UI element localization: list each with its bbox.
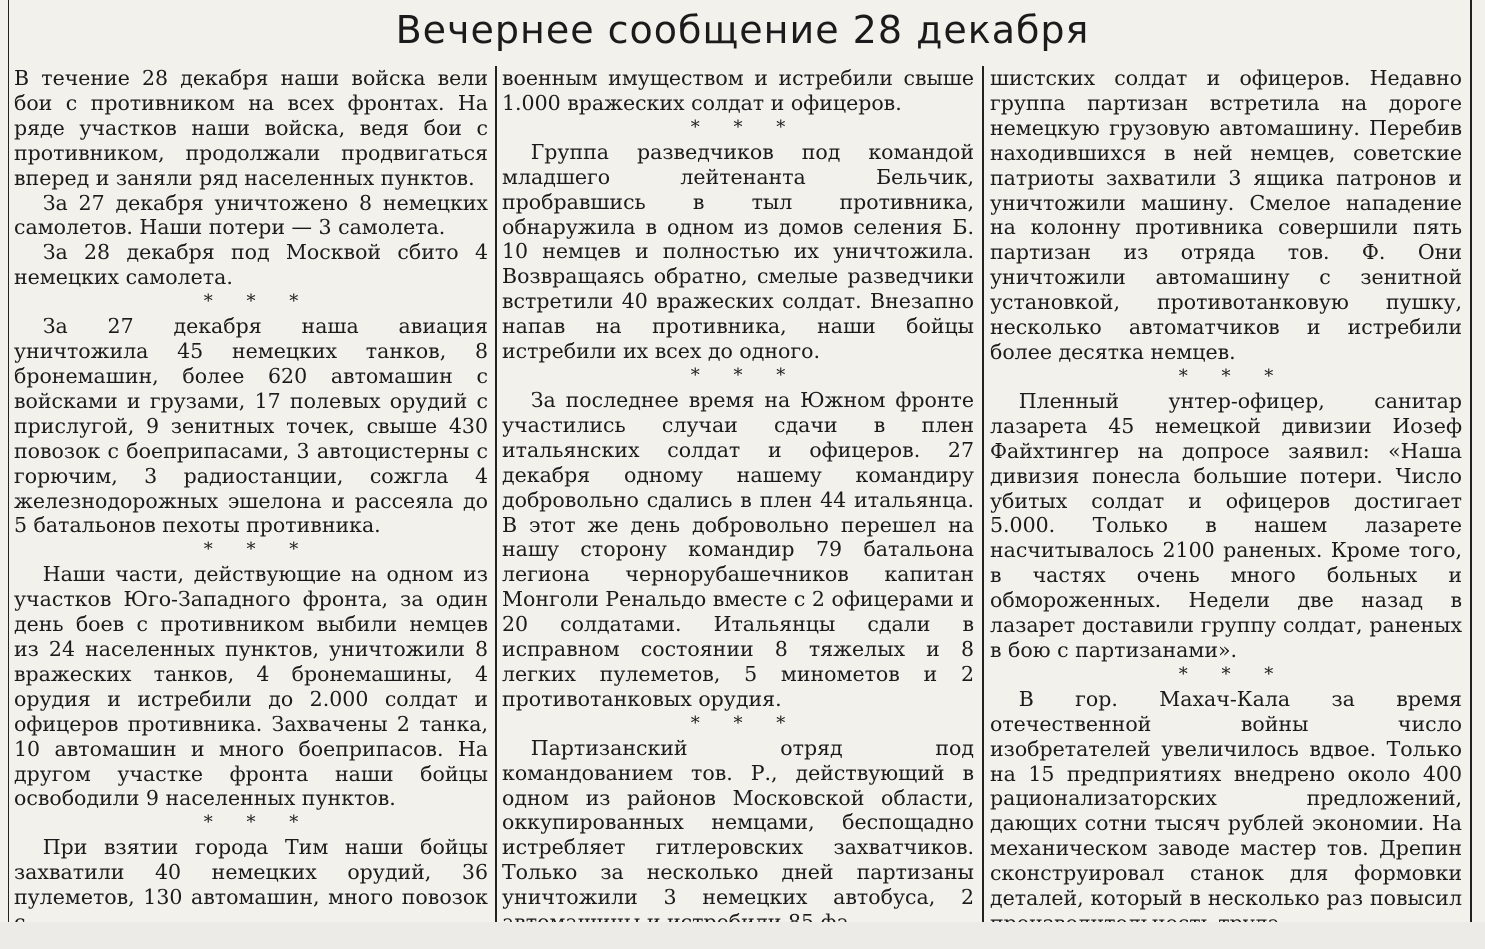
- section-separator: * * *: [203, 812, 313, 834]
- article-paragraph: За 28 декабря под Москвой сбито 4 немецких самолета.: [14, 240, 488, 290]
- section-separator: * * *: [203, 291, 313, 313]
- article-paragraph: За последнее время на Южном фронте участились случаи сдачи в плен итальянских солдат и офицеров. 27 декабря одному нашему командиру добровольно сдались в плен 44 итальянца. В этот же день добровольно перешел на нашу сторону командир 79 батальона легиона чернорубашечников капитан Монголи Ренальдо вместе с 2 офицерами и 20 солдатами. Итальянцы сдали в исправном состоянии 8 тяжелых и 8 легких пулеметов, 5 минометов и 2 противотанковых орудия.: [502, 387, 974, 711]
- section-separator: * * *: [203, 539, 313, 561]
- column-divider-right: [982, 66, 984, 922]
- article-paragraph: Пленный унтер-офицер, санитар лазарета 45 немецкой дивизии Иозеф Файхтингер на допросе заявил: «Наша дивизия понесла большие потери. Число убитых солдат и офицеров достигает 5.000. Только в нашем лазарете насчитывалось 2100 раненых. Кроме того, в частях очень много больных и обмороженных. Недели две назад в лазарет доставили группу солдат, раненых в бою с партизанами».: [990, 388, 1462, 662]
- article-paragraph: Партизанский отряд под командованием тов. Р., действующий в одном из районов Московской области, оккупированных немцами, беспощадно истребляет гитлеровских захватчиков. Только за несколько дней партизаны уничтожили 3 немецких автобуса, 2: [502, 735, 974, 910]
- column-2: [502, 66, 974, 922]
- column-1: [14, 66, 488, 922]
- page-left-border: [8, 0, 9, 922]
- column-3: [990, 66, 1462, 922]
- article-paragraph: В гор. Махач-Кала за время отечественной войны число изобретателей увеличилось вдвое. Только на 15 предприятиях внедрено около 400 рационализаторских предложений, дающих сотни тысяч рублей экономии. На механическом заводе мастер тов. Дрепин сконструировал станок для формовки деталей, который в несколько раз повысил: [990, 686, 1462, 911]
- article-paragraph: военным имуществом и истребили свыше 1.000 вражеских солдат и офицеров.: [502, 66, 974, 115]
- page-right-border: [1470, 0, 1472, 922]
- article-paragraph: В течение 28 декабря наши войска вели бои с противником на всех фронтах. На ряде участков наши войска, ведя бои с противником, продолжали продвигаться вперед и заняли ряд населенных пунктов.: [14, 66, 488, 190]
- article-paragraph: Наши части, действующие на одном из участков Юго-Западного фронта, за один день боев с противником выбили немцев из 24 населенных пунктов, уничтожили 8 вражеских танков, 4 бронемашины, 4 орудия и истребили до 2.000 солдат и офицеров противника. Захвачены 2 танка, 10 автомашин и много боеприпасов. На другом участке фронта наши бойцы освободили 9 населенных пунктов.: [14, 562, 488, 811]
- page-bottom-margin: [0, 922, 1485, 949]
- section-separator: * * *: [690, 116, 800, 138]
- section-separator: * * *: [1178, 663, 1288, 685]
- column-divider-left: [495, 66, 497, 922]
- section-separator: * * *: [690, 712, 800, 734]
- section-separator: * * *: [690, 364, 800, 386]
- article-paragraph: Группа разведчиков под командой младшего лейтенанта Бельчик, пробравшись в тыл противника, обнаружила в одном из домов селения Б. 10 немцев и полностью их уничтожила. Возвращаясь обратно, смелые разведчики встретили 40 вражеских солдат. Внезапно напав на противника, наши бойцы истребили их всех до одного.: [502, 139, 974, 364]
- article-paragraph: При взятии города Тим наши бойцы захватили 40 немецких орудий, 36 пулеметов, 130 автомашин, много повозок: [14, 835, 488, 910]
- article-paragraph: шистских солдат и офицеров. Недавно группа партизан встретила на дороге немецкую грузовую автомашину. Перебив находившихся в ней немцев, советские патриоты захватили 3 ящика патронов и уничтожили машину. Смелое нападение на колонну противника совершили пять партизан из отряда тов. Ф. Они уничтожили автомашину с зенитной установкой, противотанковую пушку, несколько автоматчиков и истребили более десятка немцев.: [990, 66, 1462, 364]
- headline: Вечернее сообщение 28 декабря: [395, 8, 1090, 52]
- article-paragraph: За 27 декабря наша авиация уничтожила 45 немецких танков, 8 бронемашин, более 620 автомашин с войсками и грузами, 17 полевых орудий с прислугой, 9 зенитных точек, свыше 430 повозок с боеприпасами, 3 автоцистерны с горючим, 3 радиостанции, сожгла 4 железнодорожных эшелона и рассеяла до 5 батальонов пехоты противника.: [14, 314, 488, 538]
- section-separator: * * *: [1178, 365, 1288, 387]
- article-paragraph: За 27 декабря уничтожено 8 немецких самолетов. Наши потери — 3 самолета.: [14, 190, 488, 240]
